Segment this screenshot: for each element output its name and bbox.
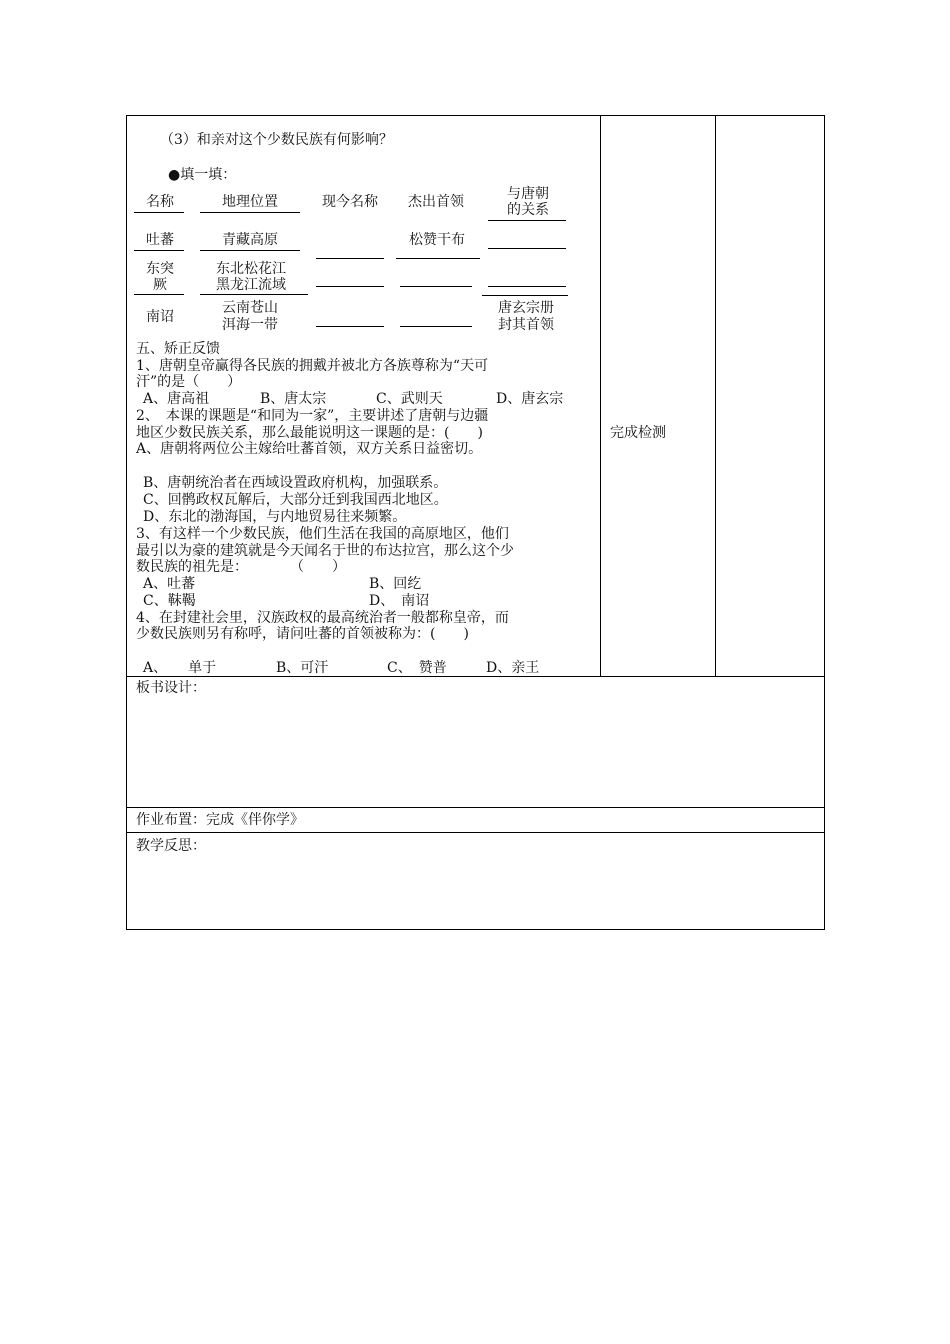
- row-nanzhao-relation-topline: [482, 295, 568, 296]
- header-name-underline: [134, 212, 184, 213]
- row-divider-reflection: [126, 832, 825, 833]
- header-leader: 杰出首领: [408, 194, 464, 210]
- row-nanzhao-relation-l1: 唐玄宗册: [498, 300, 554, 316]
- q3-line-3: 数民族的祖先是： （ ）: [136, 559, 346, 575]
- row-divider-homework: [126, 807, 825, 808]
- row-eastturk-location-underline: [200, 294, 308, 295]
- header-location: 地理位置: [222, 194, 278, 210]
- row-nanzhao-relation-l2: 封其首领: [498, 317, 554, 333]
- header-name: 名称: [146, 194, 174, 210]
- q3-option-b: B、回纥: [369, 576, 422, 592]
- header-location-underline: [200, 212, 300, 213]
- row-eastturk-name-l1: 东突: [146, 261, 174, 277]
- header-modern-name: 现今名称: [322, 194, 378, 210]
- row-eastturk-leader-blank: [400, 286, 472, 287]
- fill-in-title: ●填一填：: [168, 167, 237, 183]
- teaching-reflection-label: 教学反思：: [136, 838, 206, 854]
- row-eastturk-name-l2: 厥: [153, 277, 167, 293]
- q2-line-1: 2、 本课的课题是“和同为一家”，主要讲述了唐朝与边疆: [136, 408, 489, 424]
- q4-option-d: D、亲王: [486, 660, 540, 676]
- row-nanzhao-location-l2: 洱海一带: [222, 317, 278, 333]
- row-tubo-leader-underline: [396, 258, 480, 259]
- q2-option-b: B、唐朝统治者在西域设置政府机构，加强联系。: [143, 475, 448, 491]
- header-relation-l1: 与唐朝: [507, 186, 549, 202]
- q4-line-2: 少数民族则另有称呼，请问吐蕃的首领被称为：( ): [136, 626, 469, 642]
- row-nanzhao-name: 南诏: [146, 309, 174, 325]
- row-tubo-name-underline: [134, 250, 184, 251]
- completion-check-label: 完成检测: [610, 425, 666, 441]
- q3-option-c: C、靺鞨: [143, 593, 196, 609]
- row-eastturk-relation-blank: [488, 286, 566, 287]
- q2-line-2: 地区少数民族关系，那么最能说明这一课题的是：( ): [136, 425, 483, 441]
- row-divider-board: [126, 676, 825, 677]
- row-nanzhao-leader-blank: [400, 326, 472, 327]
- q1-option-a: A、唐高祖: [143, 391, 210, 407]
- q3-option-a: A、吐蕃: [143, 576, 196, 592]
- row-tubo-name: 吐蕃: [146, 232, 174, 248]
- q3-line-2: 最引以为豪的建筑就是今天闻名于世的布达拉宫，那么这个少: [136, 543, 514, 559]
- q4-option-c: C、 赞普: [387, 660, 447, 676]
- row-eastturk-location-l2: 黑龙江流域: [216, 277, 286, 293]
- row-nanzhao-location-l1: 云南苍山: [222, 300, 278, 316]
- q4-option-b: B、可汗: [276, 660, 329, 676]
- q1-option-c: C、武则天: [376, 391, 443, 407]
- q2-option-d: D、东北的渤海国，与内地贸易往来频繁。: [143, 509, 407, 525]
- q1-line-2: 汗”的是（ ）: [136, 374, 242, 390]
- row-tubo-modern-blank: [316, 258, 384, 259]
- q1-option-d: D、唐玄宗: [496, 391, 564, 407]
- column-divider-1: [600, 115, 601, 676]
- q4-line-1: 4、在封建社会里，汉族政权的最高统治者一般都称皇帝，而: [136, 610, 509, 626]
- question-3-heading: （3）和亲对这个少数民族有何影响？: [160, 132, 393, 148]
- q1-option-b: B、唐太宗: [260, 391, 327, 407]
- row-tubo-location: 青藏高原: [222, 232, 278, 248]
- feedback-heading: 五、矫正反馈: [136, 341, 220, 357]
- q2-option-a: A、唐朝将两位公主嫁给吐蕃首领，双方关系日益密切。: [136, 441, 483, 457]
- row-nanzhao-modern-blank: [316, 326, 384, 327]
- q3-line-1: 3、有这样一个少数民族，他们生活在我国的高原地区，他们: [136, 526, 509, 542]
- row-tubo-relation-blank: [488, 248, 566, 249]
- board-design-label: 板书设计：: [136, 680, 206, 696]
- row-eastturk-location-l1: 东北松花江: [216, 261, 286, 277]
- column-divider-2: [715, 115, 716, 676]
- q1-line-1: 1、唐朝皇帝赢得各民族的拥戴并被北方各族尊称为“天可: [136, 358, 489, 374]
- header-relation-l2: 的关系: [507, 202, 549, 218]
- header-relation-underline: [488, 220, 566, 221]
- q3-option-d: D、 南诏: [369, 593, 430, 609]
- row-eastturk-modern-blank: [316, 286, 384, 287]
- row-eastturk-name-underline: [134, 294, 184, 295]
- row-tubo-leader: 松赞干布: [409, 232, 465, 248]
- q2-option-c: C、回鹘政权瓦解后，大部分迁到我国西北地区。: [143, 492, 448, 508]
- row-tubo-location-underline: [200, 250, 300, 251]
- q4-option-a: A、 单于: [143, 660, 217, 676]
- homework-label: 作业布置：完成《伴你学》: [136, 812, 304, 828]
